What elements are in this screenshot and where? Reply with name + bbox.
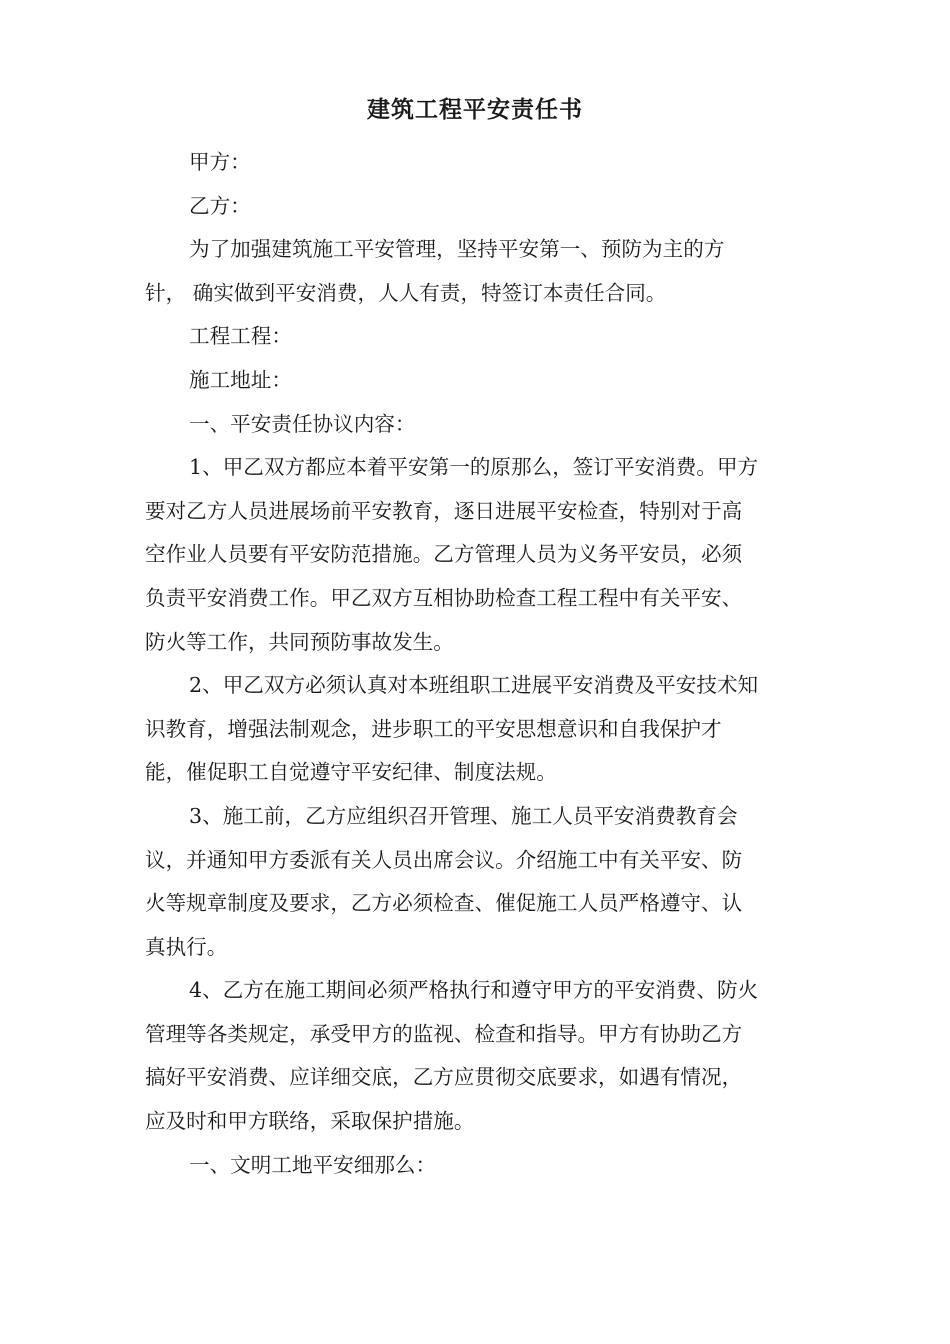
- clause-3-line: 3、施工前，乙方应组织召开管理、施工人员平安消费教育会: [189, 803, 738, 828]
- clause-1-line: 防火等工作，共同预防事故发生。: [145, 629, 454, 654]
- document-title: 建筑工程平安责任书: [367, 96, 583, 123]
- document-body: [145, 141, 807, 1187]
- clause-4-line: 应及时和甲方联络，采取保护措施。: [145, 1109, 475, 1134]
- clause-1-line: 负责平安消费工作。甲乙双方互相协助检查工程工程中有关平安、: [145, 585, 743, 610]
- clause-1-line: 空作业人员要有平安防范措施。乙方管理人员为义务平安员，必须: [145, 542, 743, 567]
- clause-2-line: 能，催促职工自觉遵守平安纪律、制度法规。: [145, 760, 557, 785]
- preamble-line: 针， 确实做到平安消费，人人有责，特签订本责任合同。: [145, 280, 667, 305]
- clause-2-line: 识教育，增强法制观念，进步职工的平安思想意识和自我保护才: [145, 716, 722, 741]
- project-name-line: 工程工程：: [189, 324, 292, 349]
- section-heading: 一、平安责任协议内容：: [189, 411, 416, 436]
- section-heading: 一、文明工地平安细那么：: [189, 1152, 437, 1177]
- construction-address-line: 施工地址：: [189, 367, 292, 392]
- clause-3-line: 真执行。: [145, 934, 228, 959]
- preamble-line: 为了加强建筑施工平安管理，坚持平安第一、预防为主的方: [189, 237, 725, 262]
- clause-1-line: 1、甲乙双方都应本着平安第一的原那么，签订平安消费。甲方: [189, 455, 759, 480]
- party-b-line: 乙方：: [189, 193, 251, 218]
- clause-4-line: 搞好平安消费、应详细交底，乙方应贯彻交底要求，如遇有情况，: [145, 1065, 743, 1090]
- clause-3-line: 议，并通知甲方委派有关人员出席会议。介绍施工中有关平安、防: [145, 847, 743, 872]
- clause-4-line: 管理等各类规定，承受甲方的监视、检查和指导。甲方有协助乙方: [145, 1021, 743, 1046]
- clause-4-line: 4、乙方在施工期间必须严格执行和遵守甲方的平安消费、防火: [189, 978, 759, 1003]
- clause-3-line: 火等规章制度及要求，乙方必须检查、催促施工人员严格遵守、认: [145, 891, 743, 916]
- clause-2-line: 2、甲乙双方必须认真对本班组职工进展平安消费及平安技术知: [189, 673, 759, 698]
- clause-1-line: 要对乙方人员进展场前平安教育，逐日进展平安检查，特别对于高: [145, 498, 743, 523]
- party-a-line: 甲方：: [189, 150, 251, 174]
